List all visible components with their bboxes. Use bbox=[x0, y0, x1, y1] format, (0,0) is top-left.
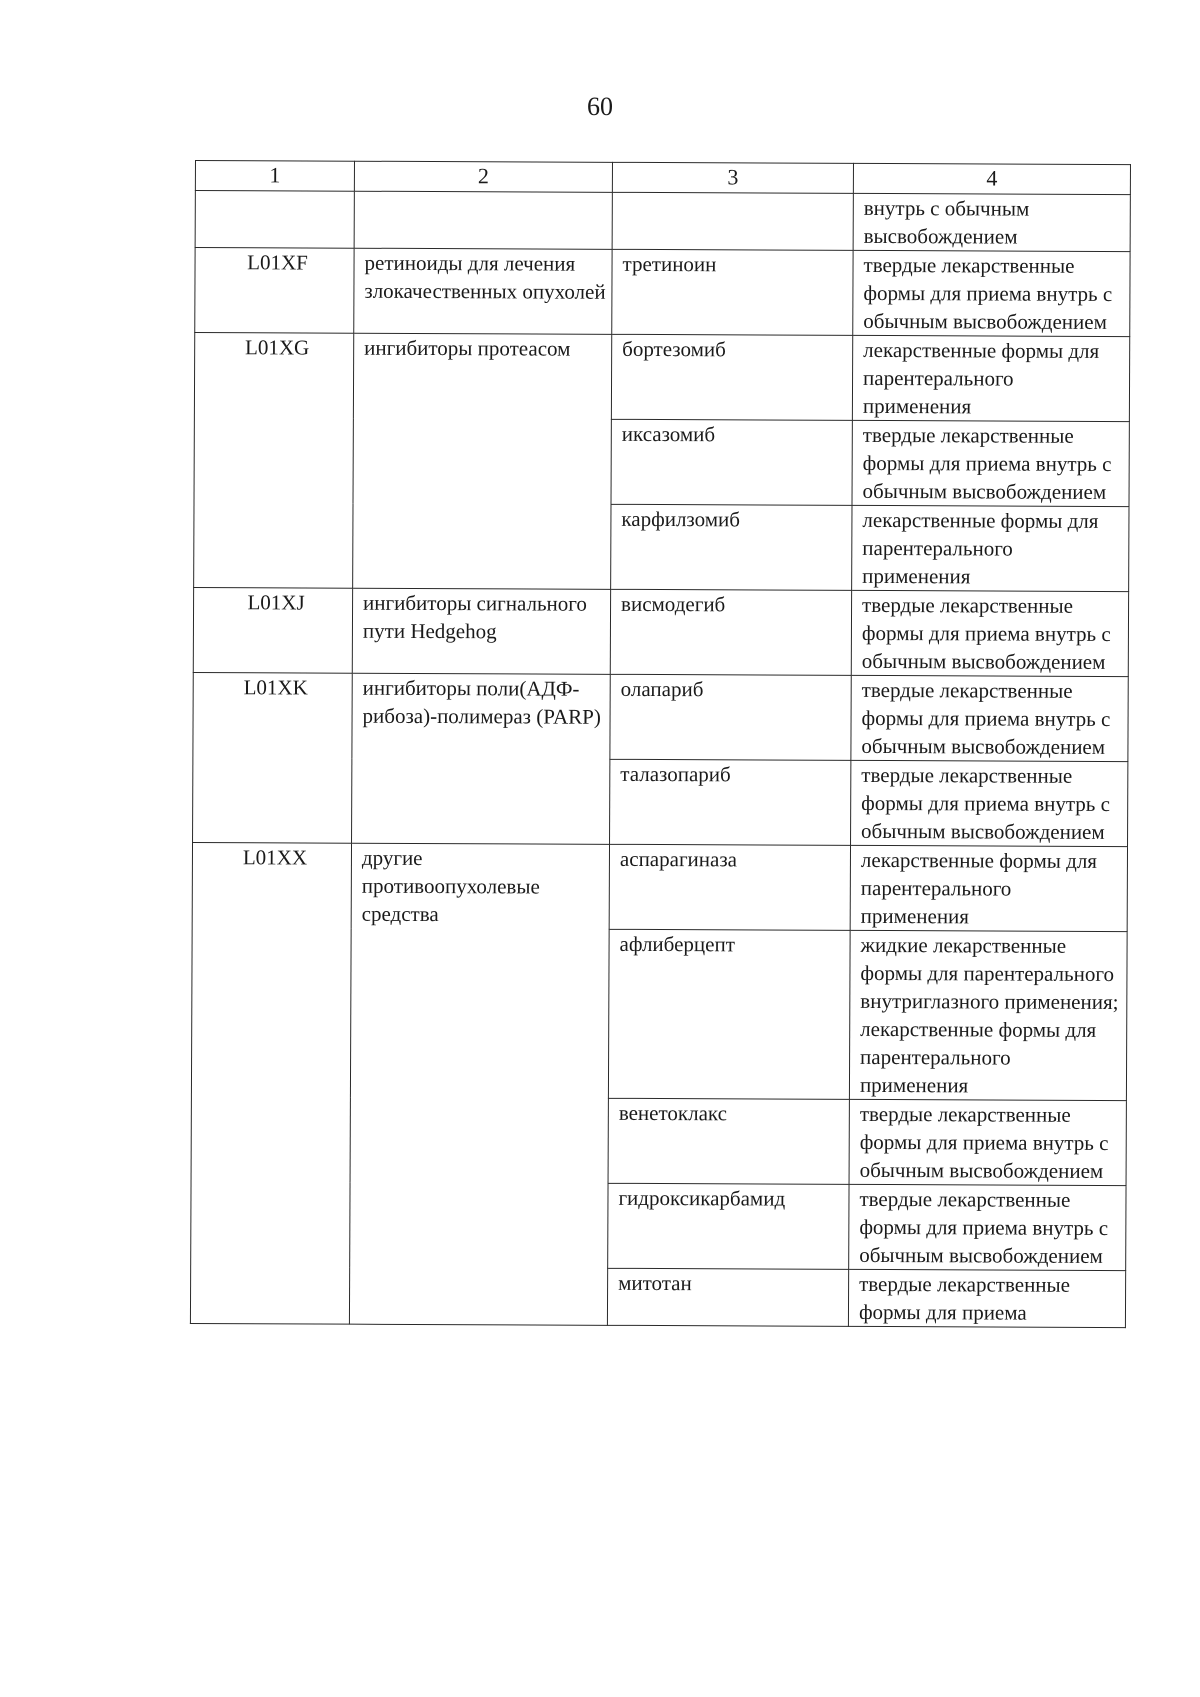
drug-name-cell: иксазомиб bbox=[611, 419, 852, 505]
drug-name-cell: талазопариб bbox=[610, 759, 851, 845]
column-number-row bbox=[195, 161, 1130, 195]
pharmacological-group-cell: ингибиторы протеасом bbox=[353, 333, 612, 589]
drug-name-cell: митотан bbox=[607, 1268, 848, 1326]
atc-code-cell: L01XK bbox=[193, 672, 353, 843]
drug-name-cell: аспарагиназа bbox=[609, 844, 850, 930]
drug-table bbox=[190, 160, 1131, 1328]
dosage-form-cell: твердые лекарственные формы для приема bbox=[848, 1269, 1125, 1327]
drug-name-cell: третиноин bbox=[612, 249, 853, 335]
table-row bbox=[193, 672, 1128, 761]
dosage-form-cell: твердые лекарственные формы для приема внутрь с обычным высвобождением bbox=[849, 1099, 1126, 1185]
atc-code-cell: L01XG bbox=[194, 333, 354, 589]
pharmacological-group-cell bbox=[354, 191, 612, 249]
pharmacological-group-cell: другие противоопухолевые средства bbox=[349, 843, 609, 1325]
drug-name-cell: гидроксикарбамид bbox=[608, 1183, 849, 1269]
dosage-form-cell: лекарственные формы для парентерального применения bbox=[850, 845, 1127, 931]
drug-name-cell bbox=[612, 192, 853, 250]
dosage-form-cell: твердые лекарственные формы для приема внутрь с обычным высвобождением bbox=[849, 1184, 1126, 1270]
table-row bbox=[194, 333, 1129, 422]
atc-code-cell bbox=[195, 191, 354, 249]
table-row bbox=[192, 842, 1127, 931]
page-number: 60 bbox=[587, 92, 613, 121]
drug-name-cell: карфилзомиб bbox=[611, 504, 852, 590]
atc-code-cell: L01XX bbox=[190, 842, 351, 1324]
drug-name-cell: висмодегиб bbox=[610, 589, 851, 675]
drug-name-cell: афлиберцепт bbox=[608, 929, 850, 1099]
column-number: 4 bbox=[853, 163, 1130, 194]
pharmacological-group-cell: ретиноиды для лечения злокачественных опухолей bbox=[354, 248, 612, 334]
column-number: 2 bbox=[354, 161, 612, 192]
dosage-form-cell: твердые лекарственные формы для приема внутрь с обычным высвобождением bbox=[853, 250, 1130, 336]
dosage-form-cell: внутрь с обычным высвобождением bbox=[853, 193, 1130, 251]
dosage-form-cell: лекарственные формы для парентерального применения bbox=[852, 505, 1129, 591]
dosage-form-cell: твердые лекарственные формы для приема внутрь с обычным высвобождением bbox=[852, 420, 1129, 506]
drug-name-cell: бортезомиб bbox=[611, 334, 852, 420]
dosage-form-cell: твердые лекарственные формы для приема внутрь с обычным высвобождением bbox=[851, 590, 1128, 676]
atc-code-cell: L01XF bbox=[195, 248, 354, 334]
drug-name-cell: венетоклакс bbox=[608, 1098, 849, 1184]
table-row bbox=[195, 191, 1130, 252]
pharmacological-group-cell: ингибиторы сигнального пути Hedgehog bbox=[352, 588, 610, 674]
drug-name-cell: олапариб bbox=[610, 674, 851, 760]
column-number: 3 bbox=[612, 162, 853, 193]
pharmacological-group-cell: ингибиторы поли(АДФ-рибоза)-полимераз (PARP) bbox=[352, 673, 611, 844]
dosage-form-cell: твердые лекарственные формы для приема внутрь с обычным высвобождением bbox=[851, 760, 1128, 846]
dosage-form-cell: лекарственные формы для парентерального применения bbox=[852, 335, 1129, 421]
table-row bbox=[193, 587, 1128, 676]
dosage-form-cell: жидкие лекарственные формы для парентерального внутриглазного применения; лекарственные формы для парентерального применения bbox=[849, 930, 1127, 1100]
table-row bbox=[195, 248, 1130, 337]
dosage-form-cell: твердые лекарственные формы для приема внутрь с обычным высвобождением bbox=[851, 675, 1128, 761]
column-number: 1 bbox=[195, 161, 354, 192]
atc-code-cell: L01XJ bbox=[193, 587, 352, 673]
